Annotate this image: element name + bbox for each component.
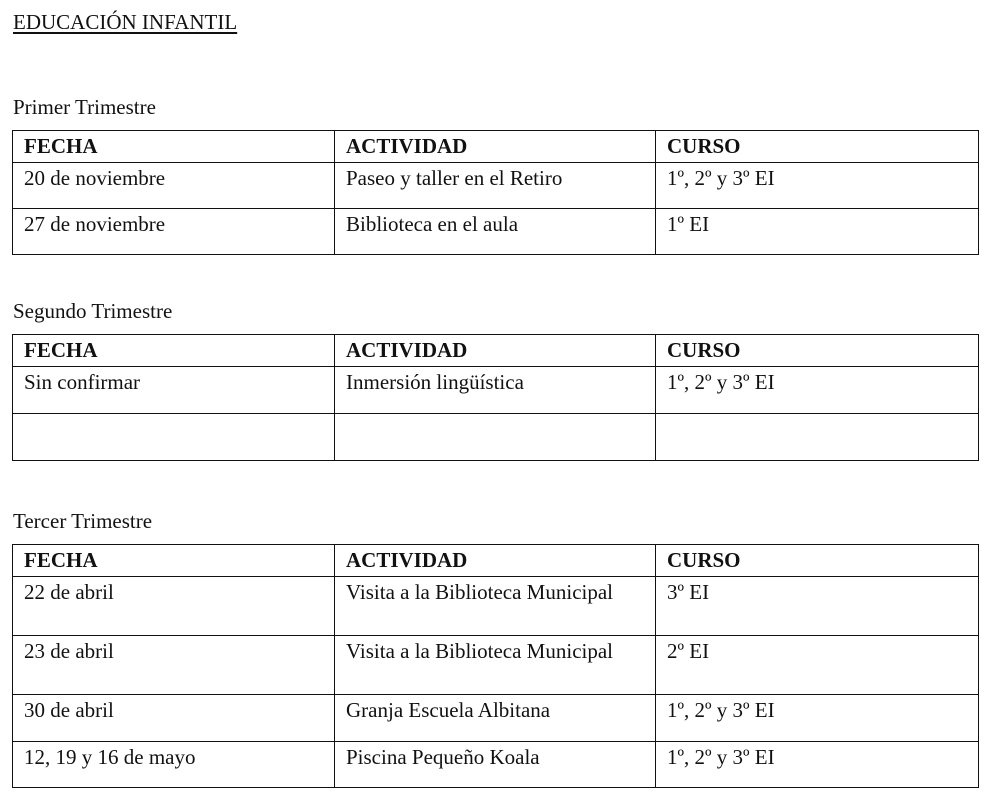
term-heading-tercer: Tercer Trimestre [13, 509, 153, 533]
cell-activity [335, 414, 656, 461]
cell-date: 12, 19 y 16 de mayo [13, 742, 335, 788]
cell-activity: Biblioteca en el aula [335, 209, 656, 255]
cell-date: 30 de abril [13, 695, 335, 742]
cell-date: 20 de noviembre [13, 163, 335, 209]
cell-activity: Visita a la Biblioteca Municipal [335, 636, 656, 695]
cell-date: 22 de abril [13, 577, 335, 636]
column-header-date: FECHA [13, 545, 335, 577]
cell-date [13, 414, 335, 461]
table-row [13, 742, 979, 788]
table-header-row [13, 545, 979, 577]
column-header-date: FECHA [13, 335, 335, 367]
cell-activity: Inmersión lingüística [335, 367, 656, 414]
cell-date: Sin confirmar [13, 367, 335, 414]
table-row [13, 367, 979, 414]
table-header-row [13, 131, 979, 163]
column-header-course: CURSO [656, 335, 979, 367]
cell-course: 1º, 2º y 3º EI [656, 742, 979, 788]
term-heading-primer: Primer Trimestre [13, 95, 156, 119]
cell-date: 23 de abril [13, 636, 335, 695]
cell-course: 1º, 2º y 3º EI [656, 367, 979, 414]
column-header-activity: ACTIVIDAD [335, 335, 656, 367]
cell-activity: Piscina Pequeño Koala [335, 742, 656, 788]
cell-course: 2º EI [656, 636, 979, 695]
activities-table-primer [12, 130, 979, 255]
cell-course [656, 414, 979, 461]
table-row [13, 695, 979, 742]
column-header-activity: ACTIVIDAD [335, 545, 656, 577]
activities-table-segundo [12, 334, 979, 461]
cell-activity: Granja Escuela Albitana [335, 695, 656, 742]
table-row [13, 577, 979, 636]
table-row [13, 209, 979, 255]
activities-table-tercer [12, 544, 979, 788]
cell-course: 1º, 2º y 3º EI [656, 695, 979, 742]
cell-course: 1º, 2º y 3º EI [656, 163, 979, 209]
cell-date: 27 de noviembre [13, 209, 335, 255]
column-header-course: CURSO [656, 131, 979, 163]
column-header-course: CURSO [656, 545, 979, 577]
cell-activity: Paseo y taller en el Retiro [335, 163, 656, 209]
cell-activity: Visita a la Biblioteca Municipal [335, 577, 656, 636]
document-title: EDUCACIÓN INFANTIL [13, 10, 238, 34]
term-heading-segundo: Segundo Trimestre [13, 299, 173, 323]
table-header-row [13, 335, 979, 367]
column-header-activity: ACTIVIDAD [335, 131, 656, 163]
column-header-date: FECHA [13, 131, 335, 163]
cell-course: 3º EI [656, 577, 979, 636]
table-row [13, 636, 979, 695]
table-row [13, 414, 979, 461]
cell-course: 1º EI [656, 209, 979, 255]
table-row [13, 163, 979, 209]
